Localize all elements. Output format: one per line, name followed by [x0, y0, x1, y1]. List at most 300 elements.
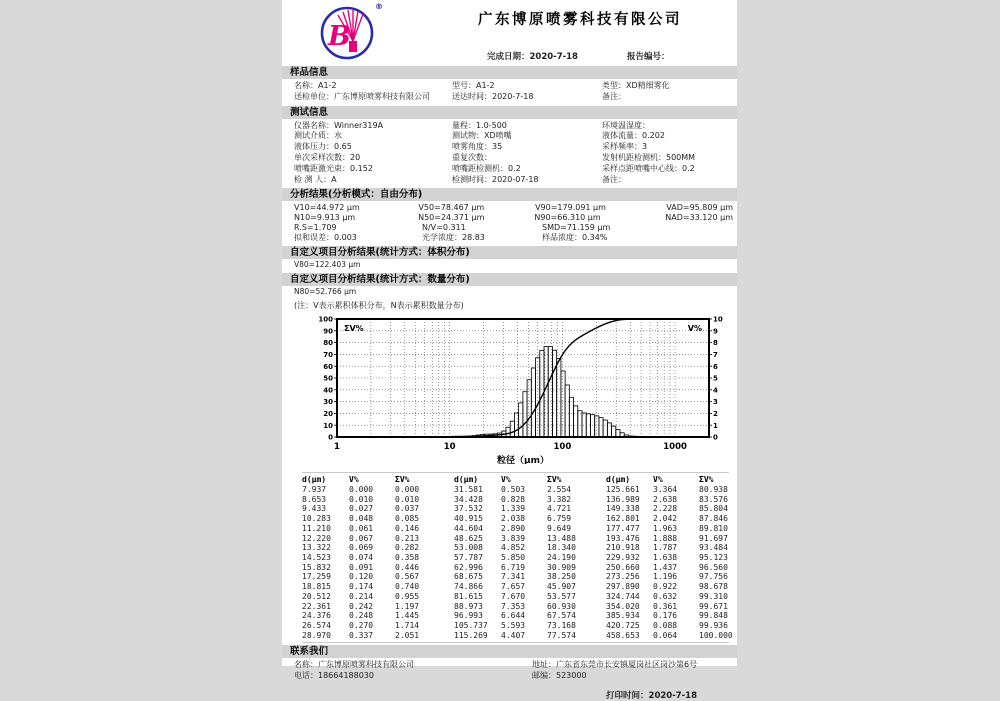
right-axis-tick-label: 1 — [713, 422, 718, 430]
table-row — [606, 495, 758, 505]
table-cell: 0.214 — [349, 592, 395, 602]
field-cell — [602, 121, 733, 132]
left-axis-tick-label: 90 — [323, 328, 333, 336]
table-cell: 68.675 — [454, 572, 501, 582]
table-row — [302, 485, 454, 495]
table-cell: 93.484 — [699, 543, 758, 553]
table-cell: 40.915 — [454, 514, 501, 524]
table-cell: 11.210 — [302, 524, 349, 534]
table-cell: 15.832 — [302, 563, 349, 573]
table-row — [454, 514, 606, 524]
table-cell: 24.376 — [302, 611, 349, 621]
table-row — [606, 485, 758, 495]
table-cell: 62.996 — [454, 563, 501, 573]
field-cell — [602, 175, 733, 186]
table-header-cell: d(μm) — [302, 475, 349, 485]
field-value: 0.152 — [350, 164, 373, 173]
table-row — [302, 524, 454, 534]
table-row — [454, 602, 606, 612]
section-header-sample-info: 样品信息 — [282, 66, 737, 79]
right-axis-tick-label: 6 — [713, 363, 718, 371]
field-cell — [602, 153, 733, 164]
custom-number-value: N80=52.766 μm — [282, 286, 737, 298]
table-group — [606, 475, 758, 640]
field-cell — [294, 121, 452, 132]
analysis-row — [294, 213, 733, 223]
table-cell: 0.632 — [653, 592, 699, 602]
table-cell: 13.488 — [547, 534, 606, 544]
table-header-cell: ΣV% — [395, 475, 454, 485]
table-row — [454, 524, 606, 534]
table-cell: 9.433 — [302, 504, 349, 514]
complete-date — [487, 50, 578, 62]
table-cell: 250.660 — [606, 563, 653, 573]
right-axis-tick-label: 0 — [713, 434, 718, 442]
table-row — [454, 504, 606, 514]
table-row — [606, 524, 758, 534]
table-cell: 297.890 — [606, 582, 653, 592]
section-header-custom-number: 自定义项目分析结果(统计方式：数量分布) — [282, 273, 737, 286]
field-cell — [294, 164, 452, 175]
right-axis-tick-label: 2 — [713, 410, 718, 418]
field-label: 量程： — [452, 121, 476, 130]
field-label: 采样点距喷嘴中心线： — [602, 164, 682, 173]
field-cell — [294, 81, 452, 92]
table-row — [606, 543, 758, 553]
table-cell: 99.310 — [699, 592, 758, 602]
field-label: 电话： — [294, 671, 318, 680]
table-cell: 2.554 — [547, 485, 606, 495]
field-value: A1-2 — [476, 81, 495, 90]
table-cell: 67.574 — [547, 611, 606, 621]
field-value: 20 — [350, 153, 360, 162]
field-value: 18664188030 — [318, 671, 374, 680]
x-axis-tick-label: 1000 — [663, 442, 687, 452]
table-cell: 45.907 — [547, 582, 606, 592]
field-label: 测试物： — [452, 131, 484, 140]
left-axis-tick-label: 30 — [323, 399, 333, 407]
right-axis-tick-label: 5 — [713, 375, 718, 383]
table-cell: 9.649 — [547, 524, 606, 534]
table-row — [302, 611, 454, 621]
field-cell — [452, 121, 602, 132]
field-value: Winner319A — [334, 121, 383, 130]
table-cell: 13.322 — [302, 543, 349, 553]
table-cell: 229.932 — [606, 553, 653, 563]
table-row — [454, 553, 606, 563]
table-row — [454, 563, 606, 573]
table-cell: 85.804 — [699, 504, 758, 514]
table-cell: 5.593 — [501, 621, 547, 631]
table-cell: 38.250 — [547, 572, 606, 582]
analysis-value: V10=44.972 μm — [294, 203, 418, 213]
table-row — [454, 572, 606, 582]
field-label: 环境温湿度： — [602, 121, 650, 130]
right-axis-tick-label: 8 — [713, 340, 718, 348]
table-row — [606, 534, 758, 544]
section-header-custom-volume: 自定义项目分析结果(统计方式：体积分布) — [282, 246, 737, 259]
table-row — [302, 592, 454, 602]
table-cell: 4.721 — [547, 504, 606, 514]
table-header-row — [302, 475, 454, 485]
field-value: 35 — [492, 142, 502, 151]
table-cell: 80.938 — [699, 485, 758, 495]
field-label: 地址： — [532, 660, 556, 669]
table-row — [606, 611, 758, 621]
table-cell: 20.512 — [302, 592, 349, 602]
field-label: 采样频率： — [602, 142, 642, 151]
field-label: 邮编： — [532, 671, 556, 680]
table-row — [302, 514, 454, 524]
print-time-label: 打印时间： — [606, 691, 649, 701]
logo-b-letter: B — [327, 21, 351, 52]
field-label: 检 测 人： — [294, 175, 331, 184]
table-cell: 0.091 — [349, 563, 395, 573]
table-row — [454, 582, 606, 592]
table-cell: 1.339 — [501, 504, 547, 514]
left-axis-tick-label: 50 — [323, 375, 333, 383]
table-cell: 30.909 — [547, 563, 606, 573]
table-cell: 44.604 — [454, 524, 501, 534]
field-cell — [452, 81, 602, 92]
table-cell: 98.678 — [699, 582, 758, 592]
table-row — [454, 611, 606, 621]
field-value: 3 — [642, 142, 647, 151]
table-row — [606, 504, 758, 514]
field-value: 1.0-500 — [476, 121, 507, 130]
field-label: 送检单位： — [294, 92, 334, 101]
table-row — [606, 553, 758, 563]
table-cell: 60.930 — [547, 602, 606, 612]
table-cell: 2.051 — [395, 631, 454, 641]
field-cell — [452, 175, 602, 186]
field-label: 名称： — [294, 81, 318, 90]
table-cell: 149.338 — [606, 504, 653, 514]
field-row — [294, 121, 733, 132]
analysis-value: N/V=0.311 — [422, 223, 542, 233]
right-axis-tick-label: 7 — [713, 351, 718, 359]
table-cell: 1.963 — [653, 524, 699, 534]
table-cell: 0.048 — [349, 514, 395, 524]
field-label: 检测时间： — [452, 175, 492, 184]
table-cell: 74.866 — [454, 582, 501, 592]
table-row — [454, 621, 606, 631]
table-cell: 0.010 — [349, 495, 395, 505]
logo-graphic — [319, 3, 377, 61]
custom-volume-value: V80=122.403 μm — [282, 259, 737, 271]
table-cell: 37.532 — [454, 504, 501, 514]
table-cell: 162.801 — [606, 514, 653, 524]
field-cell — [452, 153, 602, 164]
table-cell: 0.146 — [395, 524, 454, 534]
analysis-row — [294, 203, 733, 213]
field-value: 0.2 — [682, 164, 695, 173]
table-cell: 0.828 — [501, 495, 547, 505]
table-row — [302, 534, 454, 544]
analysis-value: V50=78.467 μm — [418, 203, 535, 213]
complete-date-label: 完成日期： — [487, 52, 530, 62]
right-axis-tick-label: 9 — [713, 328, 718, 336]
table-header-row — [606, 475, 758, 485]
field-cell — [602, 142, 733, 153]
right-axis-label: V% — [688, 324, 702, 333]
field-label: 送达时间： — [452, 92, 492, 101]
field-label: 备注： — [602, 175, 626, 184]
table-cell: 2.042 — [653, 514, 699, 524]
analysis-value: NAD=33.120 μm — [665, 213, 733, 223]
table-cell: 0.061 — [349, 524, 395, 534]
table-cell: 1.437 — [653, 563, 699, 573]
table-cell: 1.197 — [395, 602, 454, 612]
field-cell — [294, 175, 452, 186]
left-axis-tick-label: 40 — [323, 387, 333, 395]
field-value: 广东博原喷雾科技有限公司 — [334, 92, 430, 101]
particle-size-chart — [282, 311, 737, 468]
print-time — [282, 689, 737, 701]
analysis-value: N90=66.310 μm — [534, 213, 665, 223]
table-row — [302, 572, 454, 582]
field-cell — [452, 164, 602, 175]
table-cell: 273.256 — [606, 572, 653, 582]
table-cell: 18.815 — [302, 582, 349, 592]
field-cell — [532, 671, 733, 682]
analysis-row — [294, 223, 733, 233]
analysis-value: 光学浓度：28.83 — [422, 233, 542, 243]
left-axis-tick-label: 100 — [318, 316, 333, 324]
left-axis-label: ΣV% — [344, 324, 364, 333]
field-row — [294, 164, 733, 175]
report-number-label: 报告编号： — [627, 52, 670, 62]
table-cell: 4.852 — [501, 543, 547, 553]
table-cell: 2.638 — [653, 495, 699, 505]
table-cell: 1.638 — [653, 553, 699, 563]
table-cell: 105.737 — [454, 621, 501, 631]
table-cell: 0.361 — [653, 602, 699, 612]
table-row — [302, 495, 454, 505]
right-axis-tick-label: 10 — [713, 316, 723, 324]
left-axis-tick-label: 70 — [323, 351, 333, 359]
table-row — [606, 514, 758, 524]
left-axis-tick-label: 20 — [323, 410, 333, 418]
section-header-analysis-results: 分析结果(分析模式：自由分布) — [282, 188, 737, 201]
analysis-value — [677, 233, 733, 243]
x-axis-title: 粒径（μm） — [496, 454, 549, 464]
table-cell: 96.560 — [699, 563, 758, 573]
field-cell — [602, 131, 733, 142]
table-row — [454, 495, 606, 505]
field-cell — [294, 131, 452, 142]
table-row — [454, 534, 606, 544]
table-cell: 99.936 — [699, 621, 758, 631]
table-cell: 2.038 — [501, 514, 547, 524]
analysis-results-fields — [282, 201, 737, 244]
field-cell — [294, 92, 452, 103]
table-cell: 1.787 — [653, 543, 699, 553]
table-cell: 34.428 — [454, 495, 501, 505]
table-cell: 3.382 — [547, 495, 606, 505]
table-row — [302, 553, 454, 563]
field-label: 仪器名称： — [294, 121, 334, 130]
field-label: 喷嘴距激光束： — [294, 164, 350, 173]
table-cell: 99.848 — [699, 611, 758, 621]
table-row — [454, 592, 606, 602]
analysis-value: V90=179.091 μm — [535, 203, 666, 213]
x-axis-tick-label: 10 — [444, 442, 456, 452]
table-row — [302, 621, 454, 631]
analysis-value: VAD=95.809 μm — [666, 203, 733, 213]
trademark-symbol: ® — [375, 2, 383, 11]
field-value: XD喷嘴 — [484, 131, 512, 140]
field-label: 测试介质： — [294, 131, 334, 140]
table-header-cell: ΣV% — [699, 475, 758, 485]
table-cell: 2.228 — [653, 504, 699, 514]
table-row — [606, 592, 758, 602]
table-cell: 91.697 — [699, 534, 758, 544]
table-cell: 0.248 — [349, 611, 395, 621]
table-row — [606, 602, 758, 612]
table-cell: 0.922 — [653, 582, 699, 592]
table-cell: 0.337 — [349, 631, 395, 641]
field-row — [294, 92, 733, 103]
table-header-row — [454, 475, 606, 485]
table-cell: 1.714 — [395, 621, 454, 631]
table-cell: 96.993 — [454, 611, 501, 621]
table-cell: 420.725 — [606, 621, 653, 631]
table-cell: 0.740 — [395, 582, 454, 592]
report-number — [627, 50, 670, 62]
table-row — [606, 572, 758, 582]
table-cell: 97.756 — [699, 572, 758, 582]
table-cell: 26.574 — [302, 621, 349, 631]
distribution-note: (注：V表示累积体积分布，N表示累积数量分布) — [282, 298, 737, 311]
field-value: 0.2 — [508, 164, 521, 173]
field-label: 类型： — [602, 81, 626, 90]
print-time-value: 2020-7-18 — [649, 691, 697, 701]
left-axis-tick-label: 0 — [328, 434, 333, 442]
table-cell: 115.269 — [454, 631, 501, 641]
field-label: 发射机距检测机： — [602, 153, 666, 162]
field-cell — [294, 153, 452, 164]
table-cell: 0.358 — [395, 553, 454, 563]
axis-ticks — [318, 316, 722, 452]
table-header-cell: ΣV% — [547, 475, 606, 485]
field-value: 0.65 — [334, 142, 352, 151]
table-header-cell: d(μm) — [454, 475, 501, 485]
table-group — [302, 475, 454, 640]
table-header-cell: V% — [501, 475, 547, 485]
field-value: XD精细雾化 — [626, 81, 670, 90]
field-row — [294, 131, 733, 142]
analysis-value: SMD=71.159 μm — [542, 223, 677, 233]
table-cell: 0.270 — [349, 621, 395, 631]
analysis-row — [294, 233, 733, 243]
table-cell: 4.407 — [501, 631, 547, 641]
table-cell: 14.523 — [302, 553, 349, 563]
table-cell: 210.918 — [606, 543, 653, 553]
table-row — [606, 563, 758, 573]
field-cell — [294, 142, 452, 153]
table-cell: 100.000 — [699, 631, 758, 641]
company-logo — [319, 3, 377, 61]
analysis-value: N10=9.913 μm — [294, 213, 418, 223]
table-row — [302, 631, 454, 641]
table-cell: 0.120 — [349, 572, 395, 582]
field-value: 广东博原喷雾科技有限公司 — [318, 660, 414, 669]
table-cell: 3.839 — [501, 534, 547, 544]
table-cell: 0.010 — [395, 495, 454, 505]
table-group — [454, 475, 606, 640]
table-row — [302, 504, 454, 514]
table-cell: 0.282 — [395, 543, 454, 553]
field-label: 型号： — [452, 81, 476, 90]
table-row — [606, 582, 758, 592]
field-cell — [452, 131, 602, 142]
field-label: 液体流量： — [602, 131, 642, 140]
field-value: 2020-07-18 — [492, 175, 539, 184]
table-row — [606, 621, 758, 631]
distribution-table — [302, 472, 729, 643]
left-axis-tick-label: 10 — [323, 422, 333, 430]
field-row — [294, 142, 733, 153]
table-cell: 73.168 — [547, 621, 606, 631]
table-cell: 0.067 — [349, 534, 395, 544]
table-cell: 3.364 — [653, 485, 699, 495]
section-header-test-info: 测试信息 — [282, 106, 737, 119]
table-cell: 77.574 — [547, 631, 606, 641]
table-cell: 6.644 — [501, 611, 547, 621]
table-cell: 1.196 — [653, 572, 699, 582]
table-cell: 12.220 — [302, 534, 349, 544]
table-cell: 0.503 — [501, 485, 547, 495]
table-header-cell: V% — [349, 475, 395, 485]
field-label: 喷嘴距检测机： — [452, 164, 508, 173]
table-row — [302, 543, 454, 553]
field-label: 喷雾角度： — [452, 142, 492, 151]
table-cell: 2.890 — [501, 524, 547, 534]
table-cell: 10.283 — [302, 514, 349, 524]
section-header-contact: 联系我们 — [282, 645, 737, 658]
table-cell: 7.657 — [501, 582, 547, 592]
table-cell: 7.937 — [302, 485, 349, 495]
test-info-fields — [282, 119, 737, 187]
table-row — [302, 563, 454, 573]
analysis-value: 样品浓度：0.34% — [542, 233, 677, 243]
table-cell: 1.445 — [395, 611, 454, 621]
table-cell: 7.341 — [501, 572, 547, 582]
table-cell: 53.577 — [547, 592, 606, 602]
table-cell: 0.955 — [395, 592, 454, 602]
table-cell: 28.970 — [302, 631, 349, 641]
field-cell — [602, 81, 733, 92]
table-cell: 24.190 — [547, 553, 606, 563]
field-value: 2020-7-18 — [492, 92, 533, 101]
field-row — [294, 153, 733, 164]
table-cell: 0.027 — [349, 504, 395, 514]
left-axis-tick-label: 60 — [323, 363, 333, 371]
field-row — [294, 671, 733, 682]
table-row — [454, 543, 606, 553]
table-cell: 193.476 — [606, 534, 653, 544]
right-axis-tick-label: 4 — [713, 387, 718, 395]
table-cell: 0.074 — [349, 553, 395, 563]
table-cell: 81.615 — [454, 592, 501, 602]
field-value: 0.202 — [642, 131, 665, 140]
table-cell: 48.625 — [454, 534, 501, 544]
analysis-value: 拟和误差：0.003 — [294, 233, 422, 243]
table-cell: 0.000 — [395, 485, 454, 495]
table-row — [454, 485, 606, 495]
table-cell: 0.242 — [349, 602, 395, 612]
